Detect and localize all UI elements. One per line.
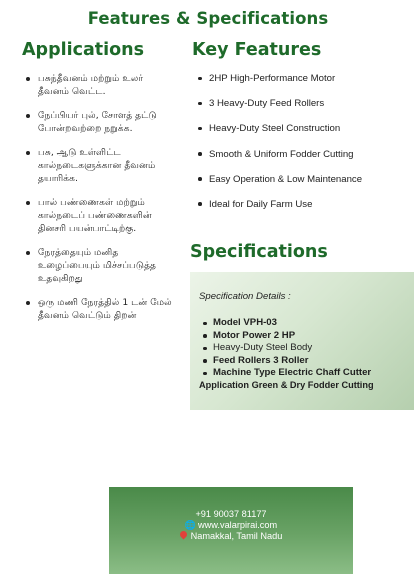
spec-value: VPH-03 (243, 317, 277, 328)
list-item: நேப்பியர் புல், சோளத் தட்டு போன்றவற்றை நறுக்க. (26, 109, 176, 135)
spec-item (203, 317, 411, 330)
applications-list (26, 72, 176, 333)
list-item: ஒரு மணி நேரத்தில் 1 டன் மேல் தீவனம் வெட்டும் திறன் (26, 296, 176, 322)
list-item: Easy Operation & Low Maintenance (198, 173, 408, 198)
spec-item (203, 330, 411, 343)
phone-number[interactable]: +91 90037 81177 (195, 509, 267, 519)
specification-details-label: Specification Details : (199, 291, 291, 302)
key-features-heading: Key Features (192, 40, 322, 60)
application-spec (199, 380, 374, 390)
key-features-list (198, 72, 408, 223)
applications-heading: Applications (22, 40, 145, 60)
spec-value: 3 Roller (273, 354, 309, 366)
spec-value: Electric Chaff Cutter (278, 367, 372, 379)
location-text: Namakkal, Tamil Nadu (190, 531, 283, 541)
spec-key: Machine Type (213, 367, 276, 379)
website-link[interactable]: www.valarpirai.com (198, 520, 278, 530)
spec-value: 2 HP (273, 329, 296, 341)
list-item: பசு, ஆடு உள்ளிட்ட கால்நடைகளுக்கான தீவனம் தயாரிக்க. (26, 146, 176, 185)
spec-key: Model (213, 317, 241, 328)
spec-item (203, 342, 411, 355)
location-line (109, 530, 353, 542)
list-item: நேரத்தையும் மனித உழைப்பையும் மிச்சப்படுத்த உதவுகிறது (26, 246, 176, 285)
contact-footer (109, 487, 353, 574)
specifications-heading: Specifications (190, 242, 328, 262)
spec-item (203, 355, 411, 368)
list-item: 2HP High-Performance Motor (198, 72, 408, 97)
list-item: பால் பண்ணைகள் மற்றும் கால்நடைப் பண்ணைகளின் தினசரி பயன்பாட்டிற்கு. (26, 196, 176, 235)
list-item: 3 Heavy-Duty Feed Rollers (198, 97, 408, 122)
list-item: Heavy-Duty Steel Construction (198, 122, 408, 147)
list-item: Smooth & Uniform Fodder Cutting (198, 148, 408, 173)
list-item: Ideal for Daily Farm Use (198, 198, 408, 223)
list-item: பசுந்தீவனம் மற்றும் உலர் தீவனம் வெட்ட. (26, 72, 176, 98)
spec-value: Green & Dry Fodder Cutting (251, 380, 374, 390)
spec-key: Motor Power (213, 329, 272, 341)
page-title: Features & Specifications (87, 9, 329, 28)
spec-key: Application (199, 380, 250, 390)
map-pin-icon (178, 530, 188, 540)
spec-key: Feed Rollers (213, 354, 271, 366)
spec-value: Heavy-Duty Steel Body (213, 342, 313, 354)
spec-item (203, 367, 411, 380)
globe-icon: 🌐 (184, 520, 197, 530)
specification-panel (190, 272, 414, 410)
specification-list (203, 317, 411, 380)
